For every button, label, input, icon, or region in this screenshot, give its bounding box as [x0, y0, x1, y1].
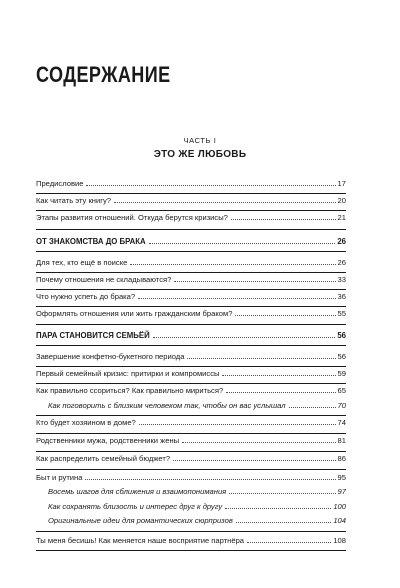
toc-entry-title: Как правильно ссориться? Как правильно мириться? [36, 386, 224, 395]
toc-entry-page: 65 [337, 386, 346, 395]
toc-subentry[interactable] [36, 400, 346, 411]
toc-entry-title: Как читать эту книгу? [36, 196, 111, 205]
toc-entry-title: Для тех, кто ещё в поиске [36, 258, 128, 267]
divider [36, 306, 346, 307]
toc-entry-title: Завершение конфетно-букетного периода [36, 352, 185, 361]
toc-entry[interactable] [36, 368, 346, 379]
toc-entry-page: 95 [337, 473, 346, 482]
toc-entry-page: 55 [337, 309, 346, 318]
toc-subentry-title: Как сохранять близость и интерес друг к другу [48, 502, 223, 511]
toc-entry[interactable] [36, 435, 346, 446]
dot-leader [86, 185, 335, 186]
toc-entry-page: 81 [337, 436, 346, 445]
toc-subentry[interactable] [36, 515, 346, 526]
toc-entry[interactable] [36, 178, 346, 189]
toc-entry-title: Почему отношения не складываются? [36, 275, 172, 284]
page-title: СОДЕРЖАНИЕ [36, 62, 171, 87]
toc-section-heading[interactable] [36, 330, 346, 341]
divider [36, 433, 346, 434]
toc-entry-title: Первый семейный кризис: притирки и компромиссы [36, 369, 220, 378]
toc-entry-page: 104 [333, 516, 346, 525]
dot-leader [138, 298, 335, 299]
divider [36, 469, 346, 470]
toc-entry-page: 100 [333, 502, 346, 511]
toc-entry[interactable] [36, 417, 346, 428]
toc-entry[interactable] [36, 195, 346, 206]
dot-leader [225, 508, 331, 509]
part-label: ЧАСТЬ I [183, 136, 217, 145]
toc-section-title: ПАРА СТАНОВИТСЯ СЕМЬЁЙ [36, 331, 150, 340]
dot-leader [231, 219, 336, 220]
dot-leader [149, 243, 336, 244]
toc-entry-page: 56 [337, 352, 346, 361]
divider [36, 550, 346, 551]
toc-entry-page: 56 [337, 331, 346, 340]
divider [36, 383, 346, 384]
toc-entry-page: 36 [337, 292, 346, 301]
toc-subentry-title: Как поговорить с близким человеком так, чтобы он вас услышал [48, 401, 286, 410]
toc-entry-page: 97 [337, 487, 346, 496]
dot-leader [236, 522, 332, 523]
divider [36, 366, 346, 367]
toc-entry-page: 26 [337, 237, 346, 246]
divider [36, 210, 346, 211]
toc-subentry-title: Оригинальные идеи для романтических сюрпризов [48, 516, 233, 525]
toc-entry-page: 33 [337, 275, 346, 284]
divider [36, 193, 346, 194]
divider [36, 229, 346, 230]
toc-entry-title: Что нужно успеть до брака? [36, 292, 136, 301]
toc-section-title: ОТ ЗНАКОМСТВА ДО БРАКА [36, 237, 146, 246]
toc-entry-title: Оформлять отношения или жить гражданским браком? [36, 309, 233, 318]
divider [36, 415, 346, 416]
toc-entry-page: 26 [337, 258, 346, 267]
dot-leader [114, 202, 336, 203]
toc-entry-title: Кто будет хозяином в доме? [36, 418, 136, 427]
toc-entry[interactable] [36, 212, 346, 223]
dot-leader [130, 264, 335, 265]
divider [36, 531, 346, 532]
toc-entry-page: 21 [337, 213, 346, 222]
dot-leader [247, 542, 331, 543]
dot-leader [187, 358, 335, 359]
toc-section-heading[interactable] [36, 236, 346, 247]
toc-entry[interactable] [36, 535, 346, 546]
divider [36, 345, 346, 346]
dot-leader [235, 315, 335, 316]
divider [36, 324, 346, 325]
dot-leader [229, 493, 335, 494]
toc-entry-page: 74 [337, 418, 346, 427]
dot-leader [174, 281, 335, 282]
toc-entry-page: 17 [337, 179, 346, 188]
divider [36, 251, 346, 252]
toc-entry[interactable] [36, 291, 346, 302]
toc-subentry[interactable] [36, 501, 346, 512]
toc-entry[interactable] [36, 351, 346, 362]
toc-entry-page: 59 [337, 369, 346, 378]
toc-entry-title: Быт и рутина [36, 473, 83, 482]
toc-entry-title: Этапы развития отношений. Откуда берутся кризисы? [36, 213, 228, 222]
dot-leader [139, 424, 336, 425]
toc-entry-title: Предисловие [36, 179, 84, 188]
dot-leader [222, 375, 335, 376]
divider [36, 272, 346, 273]
dot-leader [289, 407, 336, 408]
dot-leader [173, 460, 335, 461]
toc-entry-page: 108 [333, 536, 346, 545]
divider [36, 289, 346, 290]
toc-entry[interactable] [36, 385, 346, 396]
toc-entry-page: 86 [337, 454, 346, 463]
toc-entry-title: Родственники мужа, родственники жены [36, 436, 180, 445]
dot-leader [226, 392, 335, 393]
toc-entry-title: Как распределить семейный бюджет? [36, 454, 171, 463]
part-title: ЭТО ЖЕ ЛЮБОВЬ [153, 149, 247, 160]
dot-leader [153, 337, 336, 338]
toc-entry[interactable] [36, 274, 346, 285]
dot-leader [182, 442, 335, 443]
toc-subentry-title: Восемь шагов для сближения и взаимопонимания [48, 487, 227, 496]
dot-leader [85, 479, 335, 480]
toc-entry[interactable] [36, 257, 346, 268]
toc-entry[interactable] [36, 308, 346, 319]
toc-entry-title: Ты меня бесишь! Как меняется наше восприятие партнёра [36, 536, 245, 545]
toc-entry[interactable] [36, 453, 346, 464]
toc-entry-page: 20 [337, 196, 346, 205]
toc-subentry[interactable] [36, 486, 346, 497]
divider [36, 451, 346, 452]
toc-entry-page: 70 [337, 401, 346, 410]
toc-entry[interactable] [36, 472, 346, 483]
